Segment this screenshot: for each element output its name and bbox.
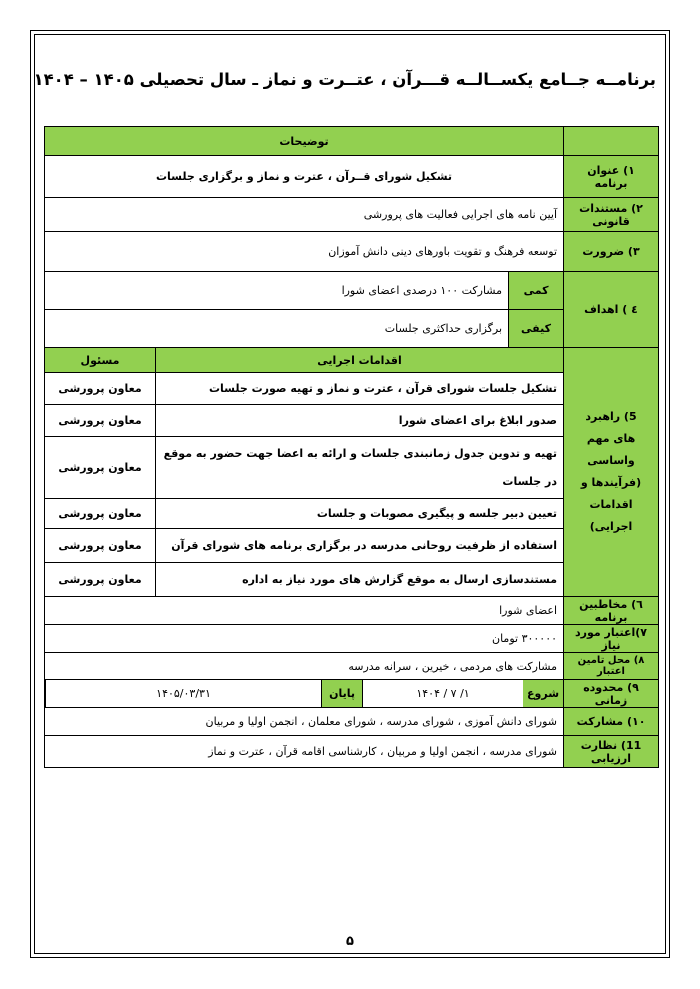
start-label: شروع [523,680,563,707]
timeframe-cell [45,680,564,708]
row-goals-quantitative [45,272,659,310]
action-responsible: معاون پرورشی [45,499,156,529]
budget-value: ۳۰۰۰۰۰ تومان [45,625,564,653]
row-funding [45,653,659,680]
responsible-header: مسئول [45,348,156,373]
action-text: صدور ابلاغ برای اعضای شورا [156,405,564,437]
row-participation [45,708,659,736]
row-label-legal-docs: ۲) مستندات قانونی [564,198,659,232]
action-responsible: معاون پرورشی [45,529,156,563]
actions-header-row [45,348,659,373]
audience-value: اعضای شورا [45,597,564,625]
timeframe-bar [45,680,563,707]
program-table [44,126,659,768]
row-audience [45,597,659,625]
row-label-necessity: ۳) ضرورت [564,232,659,272]
goal-qualitative-label: کیفی [509,310,564,348]
end-date-value: ۱۴۰۵/۰۳/۳۱ [156,687,211,700]
page-title: برنامــه جــامع یکســالــه قـــرآن ، عتــرت و نماز ـ سال تحصیلی ۱۴۰۵ – ۱۴۰۴ [33,70,656,89]
goal-quantitative-value: مشارکت ۱۰۰ درصدی اعضای شورا [45,272,509,310]
action-responsible: معاون پرورشی [45,437,156,499]
row-label-timeframe: ۹) محدوده زمانی [564,680,659,708]
start-date-value: ۱۴۰۴ / ۷ /۱ [416,687,470,700]
row-label-strategies: 5) راهبرد های مهم واساسی (فرآیندها و اقدامات اجرایی) [564,348,659,597]
row-necessity [45,232,659,272]
goal-quantitative-label: کمی [509,272,564,310]
page-number: ۵ [346,934,354,949]
row-label-participation: ۱۰) مشارکت [564,708,659,736]
row-title [45,156,659,198]
evaluation-value: شورای مدرسه ، انجمن اولیا و مربیان ، کارشناسی اقامه قرآن ، عترت و نماز [45,736,564,768]
header-row [45,127,659,156]
row-label-goals: ٤ ) اهداف [564,272,659,348]
description-header: توضیحات [45,127,564,156]
row-label-budget: ۷)اعتبار مورد نیاز [564,625,659,653]
action-responsible: معاون پرورشی [45,563,156,597]
row-label-audience: ٦) مخاطبین برنامه [564,597,659,625]
row-label-title: ۱) عنوان برنامه [564,156,659,198]
action-text: استفاده از ظرفیت روحانی مدرسه در برگزاری برنامه های شورای قرآن [156,529,564,563]
actions-header: اقدامات اجرایی [156,348,564,373]
legal-docs-value: آیین نامه های اجرایی فعالیت های پرورشی [45,198,564,232]
action-text: تهیه و تدوین جدول زمانبندی جلسات و ارائه به اعضا جهت حضور به موقع در جلسات [156,437,564,499]
start-date [362,680,523,707]
header-corner-cell [564,127,659,156]
row-evaluation [45,736,659,768]
row-budget [45,625,659,653]
program-title-value: تشکیل شورای قــرآن ، عترت و نماز و برگزاری جلسات [45,156,564,198]
action-text: تعیین دبیر جلسه و پیگیری مصوبات و جلسات [156,499,564,529]
row-label-evaluation: 11) نظارت ارزیابی [564,736,659,768]
goal-qualitative-value: برگزاری حداکثری جلسات [45,310,509,348]
funding-value: مشارکت های مردمی ، خیرین ، سرانه مدرسه [45,653,564,680]
end-date [45,680,321,707]
action-responsible: معاون پرورشی [45,373,156,405]
action-text: مستندسازی ارسال به موقع گزارش های مورد نیاز به اداره [156,563,564,597]
row-legal-docs [45,198,659,232]
end-label: پایان [321,680,362,707]
action-responsible: معاون پرورشی [45,405,156,437]
necessity-value: توسعه فرهنگ و تقویت باورهای دینی دانش آموزان [45,232,564,272]
participation-value: شورای دانش آموزی ، شورای مدرسه ، شورای معلمان ، انجمن اولیا و مربیان [45,708,564,736]
action-text: تشکیل جلسات شورای قرآن ، عترت و نماز و تهیه صورت جلسات [156,373,564,405]
row-label-funding: ۸) محل تامین اعتبار [564,653,659,680]
row-timeframe [45,680,659,708]
